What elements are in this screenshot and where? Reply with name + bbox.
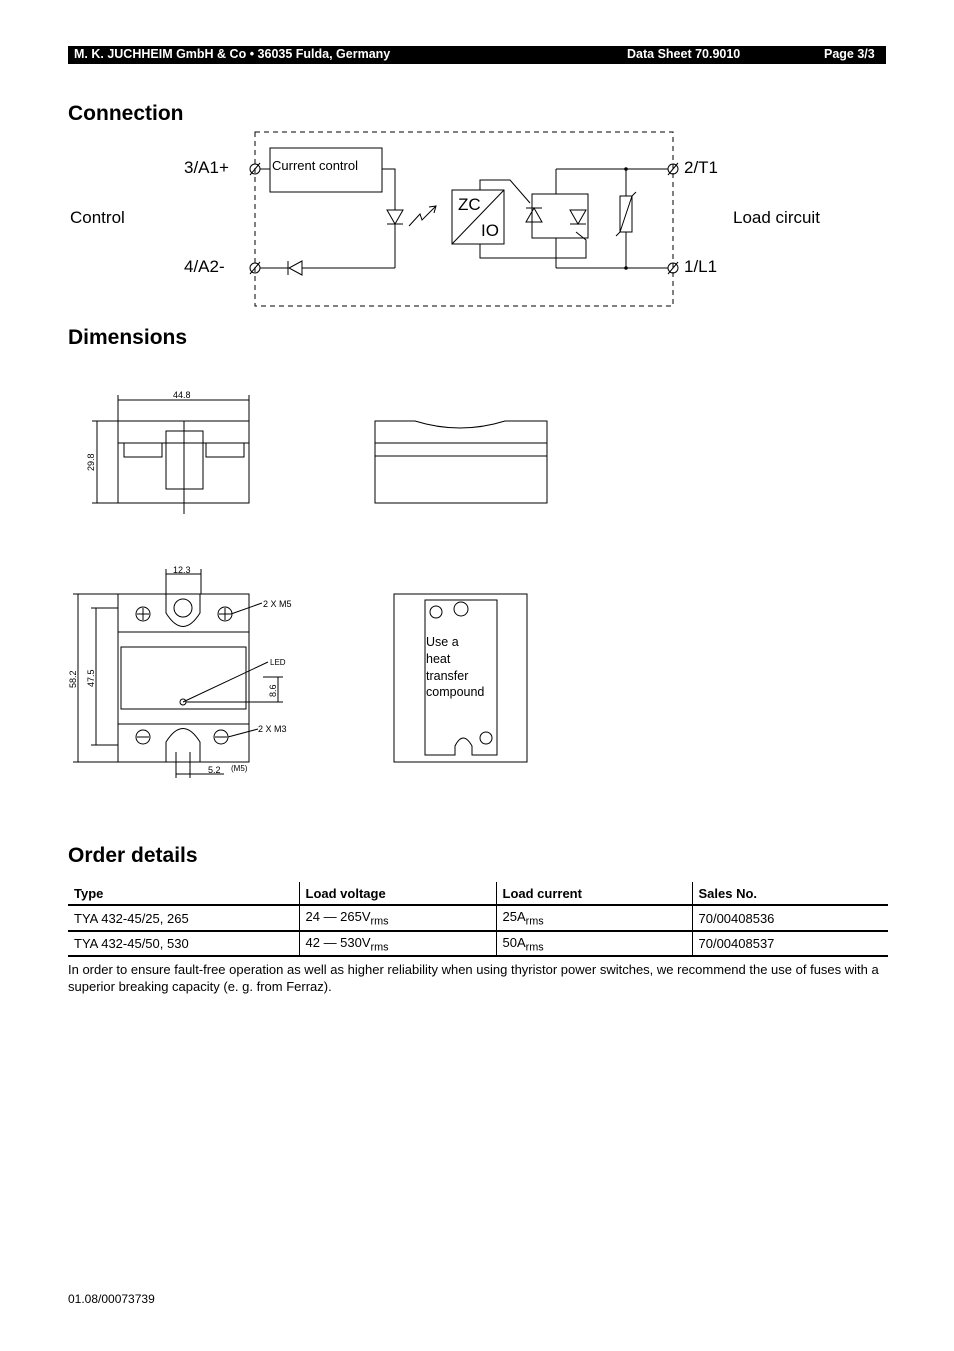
datasheet-number: Data Sheet 70.9010 (627, 47, 741, 61)
io-label: IO (481, 221, 499, 240)
screws-m5-label: 2 X M5 (263, 599, 292, 609)
dim-m5-paren: (M5) (231, 764, 248, 773)
table-row (68, 931, 888, 957)
col-type: Type (68, 882, 299, 905)
zc-label: ZC (458, 195, 481, 214)
dim-5-2: 5.2 (208, 765, 221, 775)
cell-type: TYA 432-45/50, 530 (68, 931, 299, 957)
order-table (68, 882, 888, 957)
dim-47-5: 47.5 (86, 669, 96, 687)
cell-voltage: 42 — $530V_{rms}$ (299, 931, 496, 957)
cell-current: $25A_{rms}$ (496, 905, 692, 931)
led-window (121, 647, 246, 709)
dimensions-title: Dimensions (68, 326, 188, 349)
led-label: LED (270, 658, 286, 667)
footer-doc-number: 01.08/00073739 (68, 1292, 155, 1306)
current-control-label: Current control (272, 158, 358, 173)
col-load-current: Load current (496, 882, 692, 905)
cell-current: $50A_{rms}$ (496, 931, 692, 957)
dim-height-29-8: 29.8 (86, 453, 96, 471)
order-details-title: Order details (68, 844, 198, 867)
heat-note-line4: compound (426, 685, 485, 699)
heat-note-line2: heat (426, 652, 451, 666)
terminal-a2-label: 4/A2- (184, 257, 225, 276)
fuse-recommendation-note: In order to ensure fault-free operation as well as higher reliability when using thyristor power switches, we recommend the use of fuses with a superior breaking capacity (e. g. from Ferraz). (68, 962, 879, 994)
company-name: M. K. JUCHHEIM GmbH & Co • 36035 Fulda, Germany (74, 47, 391, 61)
order-table-header (68, 882, 888, 905)
control-label: Control (70, 208, 125, 227)
terminal-t1-label: 2/T1 (684, 158, 719, 177)
dim-width-44-8: 44.8 (173, 390, 191, 400)
col-sales-no: Sales No. (692, 882, 888, 905)
cell-sales: 70/00408536 (692, 905, 888, 931)
connection-title: Connection (68, 102, 184, 125)
dim-12-3: 12.3 (173, 565, 191, 575)
cell-sales: 70/00408537 (692, 931, 888, 957)
load-circuit-label: Load circuit (733, 208, 820, 227)
heat-note-line3: transfer (426, 669, 469, 683)
screws-m3-label: 2 X M3 (258, 724, 287, 734)
heat-note-line1: Use a (426, 635, 459, 649)
dim-8-6: 8.6 (268, 684, 278, 697)
table-row (68, 905, 888, 931)
terminal-a1-label: 3/A1+ (184, 158, 229, 177)
page-number: Page 3/3 (824, 47, 875, 61)
col-load-voltage: Load voltage (299, 882, 496, 905)
side-view-side (375, 421, 547, 503)
cell-type: TYA 432-45/25, 265 (68, 905, 299, 931)
dim-58-2: 58.2 (68, 670, 78, 688)
cell-voltage: 24 — $265V_{rms}$ (299, 905, 496, 931)
terminal-l1-label: 1/L1 (684, 257, 718, 276)
